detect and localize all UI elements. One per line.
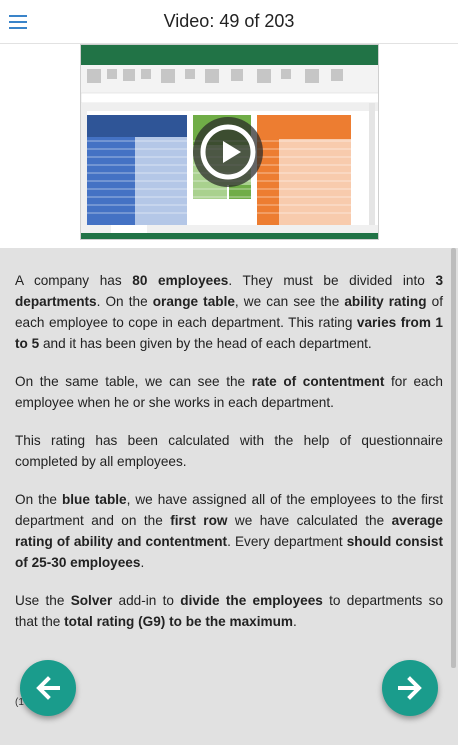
text-run: This rating has been calculated with the help of questionnaire completed by all employees. — [15, 433, 443, 469]
text-run: A company has — [15, 273, 133, 288]
bold-text: should consist of 25-30 employees — [15, 534, 443, 570]
lesson-paragraph — [15, 590, 443, 632]
bold-text: rate of contentment — [251, 374, 385, 389]
text-run: we have calculated the — [227, 513, 392, 528]
text-run: On the — [15, 492, 62, 507]
text-run: . They must be divided into — [228, 273, 436, 288]
lesson-paragraph — [15, 270, 443, 354]
next-button[interactable] — [382, 660, 438, 716]
bold-text: 80 employees — [132, 273, 229, 288]
bold-text: blue table — [61, 492, 127, 507]
bold-text: average rating of ability and contentment — [15, 513, 443, 549]
text-run: , we can see the — [234, 294, 345, 309]
text-run: , we have assigned all of the employees to the first department and on the — [15, 492, 443, 528]
bold-text: total rating (G9) to be the maximum — [64, 614, 293, 629]
lesson-paragraph — [15, 371, 443, 413]
previous-button[interactable] — [20, 660, 76, 716]
page-title: Video: 49 of 203 — [163, 11, 295, 31]
bold-text: orange table — [152, 294, 235, 309]
bold-text: 3 departments — [15, 273, 443, 309]
app-bar — [0, 0, 458, 44]
text-run: for each employee when he or she works in each department. — [15, 374, 443, 410]
play-button[interactable] — [193, 117, 263, 187]
text-run: Use the — [15, 593, 71, 608]
text-run: . — [140, 555, 145, 570]
lesson-text — [15, 270, 443, 649]
bold-text: first row — [170, 513, 228, 528]
text-run: . On the — [96, 294, 153, 309]
lesson-paragraph — [15, 430, 443, 472]
video-player[interactable] — [0, 44, 458, 244]
bold-text: divide the employees — [180, 593, 323, 608]
arrow-left-icon — [34, 674, 62, 702]
page-counter: (1 — [15, 697, 24, 708]
lesson-paragraph — [15, 489, 443, 573]
bold-text: Solver — [70, 593, 113, 608]
text-run: of each employee to cope in each department. This rating — [15, 294, 443, 330]
text-run: . Every department — [227, 534, 347, 549]
text-run: . — [292, 614, 297, 629]
arrow-right-icon — [396, 674, 424, 702]
bold-text: varies from 1 to 5 — [15, 315, 443, 351]
bold-text: ability rating — [344, 294, 427, 309]
play-icon — [193, 117, 263, 187]
text-run: add-in to — [112, 593, 181, 608]
text-run: to departments so that the — [15, 593, 444, 629]
text-run: and it has been given by the head of each department. — [39, 336, 372, 351]
text-run: On the same table, we can see the — [15, 374, 252, 389]
scrollbar[interactable] — [451, 248, 456, 668]
